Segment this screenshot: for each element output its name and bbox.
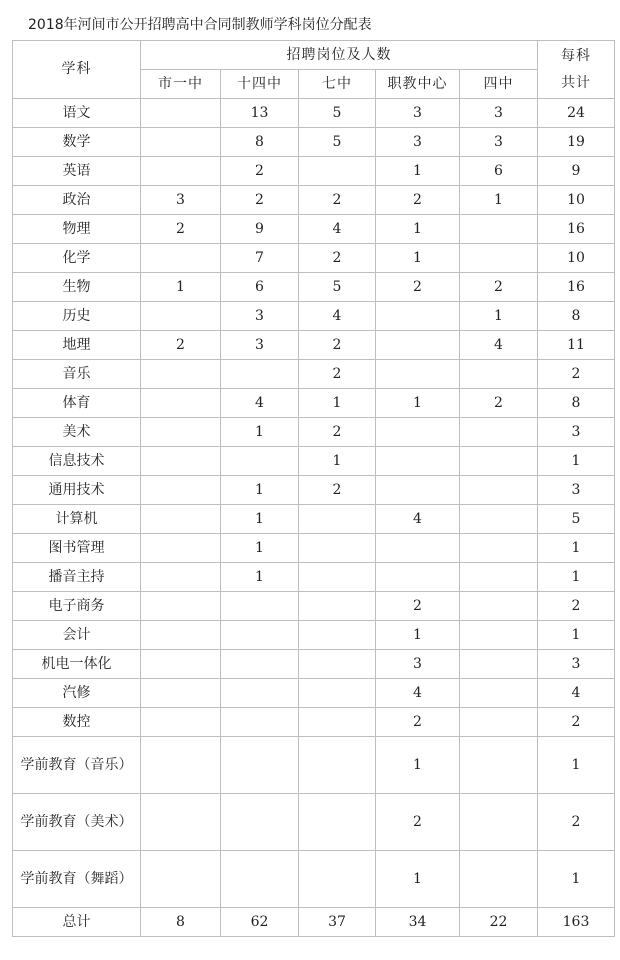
value-cell: [141, 418, 221, 447]
value-cell: 1: [376, 244, 460, 273]
row-total-cell: 11: [538, 331, 615, 360]
value-cell: [141, 447, 221, 476]
subject-cell: 学前教育（舞蹈）: [13, 851, 141, 908]
value-cell: [141, 621, 221, 650]
subject-cell: 地理: [13, 331, 141, 360]
row-total-cell: 2: [538, 708, 615, 737]
subject-cell: 音乐: [13, 360, 141, 389]
value-cell: 2: [299, 360, 376, 389]
value-cell: [141, 389, 221, 418]
row-total-cell: 1: [538, 563, 615, 592]
subject-cell: 数学: [13, 128, 141, 157]
table-row: [13, 708, 615, 737]
row-total-cell: 1: [538, 737, 615, 794]
value-cell: 1: [299, 447, 376, 476]
value-cell: [299, 592, 376, 621]
table-row: [13, 476, 615, 505]
value-cell: [221, 737, 299, 794]
value-cell: 7: [221, 244, 299, 273]
value-cell: 2: [460, 273, 538, 302]
value-cell: 1: [221, 476, 299, 505]
value-cell: [221, 851, 299, 908]
value-cell: [460, 851, 538, 908]
value-cell: 1: [221, 505, 299, 534]
header-positions-group: 招聘岗位及人数: [141, 41, 538, 70]
value-cell: [141, 99, 221, 128]
table-row: [13, 650, 615, 679]
subject-cell: 图书管理: [13, 534, 141, 563]
value-cell: [460, 360, 538, 389]
value-cell: 8: [141, 908, 221, 937]
value-cell: 22: [460, 908, 538, 937]
value-cell: 2: [376, 592, 460, 621]
value-cell: [460, 418, 538, 447]
value-cell: [141, 476, 221, 505]
value-cell: 1: [376, 851, 460, 908]
value-cell: 5: [299, 128, 376, 157]
subject-cell: 机电一体化: [13, 650, 141, 679]
value-cell: 4: [376, 505, 460, 534]
value-cell: [299, 563, 376, 592]
header-subject: 学科: [13, 41, 141, 99]
value-cell: [221, 621, 299, 650]
value-cell: 1: [299, 389, 376, 418]
value-cell: 2: [460, 389, 538, 418]
row-total-cell: 8: [538, 389, 615, 418]
value-cell: [460, 505, 538, 534]
value-cell: [299, 737, 376, 794]
table-row: [13, 621, 615, 650]
value-cell: 2: [376, 708, 460, 737]
header-school-4: 职教中心: [376, 70, 460, 99]
row-total-cell: 5: [538, 505, 615, 534]
value-cell: [141, 157, 221, 186]
value-cell: 3: [460, 128, 538, 157]
table-row: [13, 360, 615, 389]
table-row: [13, 99, 615, 128]
row-total-cell: 8: [538, 302, 615, 331]
value-cell: [376, 534, 460, 563]
subject-cell: 学前教育（美术）: [13, 794, 141, 851]
row-total-cell: 16: [538, 273, 615, 302]
value-cell: 1: [376, 215, 460, 244]
subject-cell: 总计: [13, 908, 141, 937]
value-cell: [460, 244, 538, 273]
value-cell: [376, 563, 460, 592]
table-row: [13, 186, 615, 215]
value-cell: [299, 650, 376, 679]
value-cell: 1: [376, 737, 460, 794]
value-cell: [141, 737, 221, 794]
row-total-cell: 1: [538, 621, 615, 650]
value-cell: 3: [376, 128, 460, 157]
subject-cell: 信息技术: [13, 447, 141, 476]
subject-cell: 物理: [13, 215, 141, 244]
subject-cell: 美术: [13, 418, 141, 447]
value-cell: [141, 794, 221, 851]
subject-cell: 汽修: [13, 679, 141, 708]
value-cell: [376, 360, 460, 389]
value-cell: 2: [221, 157, 299, 186]
value-cell: [299, 708, 376, 737]
table-row: [13, 794, 615, 851]
header-school-2: 十四中: [221, 70, 299, 99]
value-cell: [141, 563, 221, 592]
value-cell: [376, 331, 460, 360]
value-cell: 2: [299, 418, 376, 447]
value-cell: 37: [299, 908, 376, 937]
row-total-cell: 1: [538, 534, 615, 563]
value-cell: [460, 592, 538, 621]
value-cell: 3: [221, 302, 299, 331]
table-row: [13, 273, 615, 302]
subject-cell: 计算机: [13, 505, 141, 534]
row-total-cell: 3: [538, 650, 615, 679]
value-cell: 62: [221, 908, 299, 937]
table-row: [13, 418, 615, 447]
row-total-cell: 24: [538, 99, 615, 128]
subject-cell: 学前教育（音乐）: [13, 737, 141, 794]
row-total-cell: 2: [538, 592, 615, 621]
value-cell: 4: [221, 389, 299, 418]
row-total-cell: 16: [538, 215, 615, 244]
table-row: [13, 737, 615, 794]
value-cell: [141, 534, 221, 563]
table-row: [13, 534, 615, 563]
table-row: [13, 592, 615, 621]
row-total-cell: 3: [538, 418, 615, 447]
header-school-3: 七中: [299, 70, 376, 99]
value-cell: 2: [299, 186, 376, 215]
value-cell: 1: [376, 621, 460, 650]
value-cell: [141, 650, 221, 679]
value-cell: 1: [460, 302, 538, 331]
value-cell: [221, 708, 299, 737]
value-cell: [460, 679, 538, 708]
value-cell: 2: [376, 273, 460, 302]
value-cell: [221, 650, 299, 679]
table-row: [13, 447, 615, 476]
value-cell: [141, 851, 221, 908]
value-cell: 2: [141, 215, 221, 244]
table-row: [13, 389, 615, 418]
value-cell: [299, 157, 376, 186]
row-total-cell: 2: [538, 360, 615, 389]
row-total-cell: 4: [538, 679, 615, 708]
table-row: [13, 128, 615, 157]
value-cell: [141, 244, 221, 273]
subject-cell: 语文: [13, 99, 141, 128]
total-row: [13, 908, 615, 937]
value-cell: 1: [221, 563, 299, 592]
value-cell: 4: [376, 679, 460, 708]
value-cell: 2: [299, 244, 376, 273]
subject-cell: 生物: [13, 273, 141, 302]
value-cell: [460, 563, 538, 592]
value-cell: 5: [299, 99, 376, 128]
value-cell: [299, 851, 376, 908]
value-cell: [141, 679, 221, 708]
value-cell: 6: [221, 273, 299, 302]
value-cell: 2: [141, 331, 221, 360]
value-cell: [299, 505, 376, 534]
value-cell: 1: [376, 157, 460, 186]
value-cell: 3: [376, 99, 460, 128]
value-cell: [299, 679, 376, 708]
table-title: 2018年河间市公开招聘高中合同制教师学科岗位分配表: [28, 17, 372, 33]
value-cell: 3: [460, 99, 538, 128]
subject-cell: 化学: [13, 244, 141, 273]
subject-cell: 历史: [13, 302, 141, 331]
row-total-cell: 10: [538, 244, 615, 273]
row-total-cell: 10: [538, 186, 615, 215]
value-cell: [141, 592, 221, 621]
table-row: [13, 215, 615, 244]
table-row: [13, 157, 615, 186]
table-row: [13, 563, 615, 592]
value-cell: 2: [376, 186, 460, 215]
value-cell: 4: [299, 302, 376, 331]
value-cell: [299, 534, 376, 563]
value-cell: 1: [141, 273, 221, 302]
value-cell: [141, 360, 221, 389]
value-cell: 3: [221, 331, 299, 360]
value-cell: 8: [221, 128, 299, 157]
value-cell: 3: [141, 186, 221, 215]
value-cell: [460, 534, 538, 563]
subject-cell: 体育: [13, 389, 141, 418]
value-cell: [460, 621, 538, 650]
subject-cell: 播音主持: [13, 563, 141, 592]
header-total-line2: 共计: [561, 74, 591, 91]
row-total-cell: 1: [538, 851, 615, 908]
value-cell: [460, 447, 538, 476]
table-row: [13, 505, 615, 534]
value-cell: 4: [299, 215, 376, 244]
value-cell: [460, 650, 538, 679]
value-cell: 2: [221, 186, 299, 215]
row-total-cell: 19: [538, 128, 615, 157]
value-cell: [460, 708, 538, 737]
value-cell: [376, 476, 460, 505]
table-row: [13, 851, 615, 908]
value-cell: [221, 360, 299, 389]
value-cell: [460, 737, 538, 794]
value-cell: 34: [376, 908, 460, 937]
table-row: [13, 244, 615, 273]
header-school-5: 四中: [460, 70, 538, 99]
header-row-group: [13, 41, 615, 70]
header-total: [538, 41, 615, 99]
value-cell: 2: [299, 476, 376, 505]
value-cell: [141, 708, 221, 737]
row-total-cell: 9: [538, 157, 615, 186]
value-cell: 1: [221, 418, 299, 447]
row-total-cell: 3: [538, 476, 615, 505]
table-row: [13, 679, 615, 708]
value-cell: [221, 447, 299, 476]
value-cell: 13: [221, 99, 299, 128]
value-cell: [299, 794, 376, 851]
header-school-1: 市一中: [141, 70, 221, 99]
value-cell: [221, 679, 299, 708]
value-cell: [376, 418, 460, 447]
subject-cell: 通用技术: [13, 476, 141, 505]
value-cell: 6: [460, 157, 538, 186]
table-row: [13, 331, 615, 360]
value-cell: 2: [299, 331, 376, 360]
value-cell: [299, 621, 376, 650]
value-cell: 9: [221, 215, 299, 244]
subject-cell: 政治: [13, 186, 141, 215]
value-cell: [221, 794, 299, 851]
value-cell: [376, 302, 460, 331]
value-cell: [376, 447, 460, 476]
value-cell: [460, 476, 538, 505]
value-cell: 4: [460, 331, 538, 360]
value-cell: [460, 215, 538, 244]
row-total-cell: 163: [538, 908, 615, 937]
value-cell: [221, 592, 299, 621]
value-cell: 1: [221, 534, 299, 563]
value-cell: [141, 505, 221, 534]
value-cell: [141, 302, 221, 331]
value-cell: 1: [460, 186, 538, 215]
value-cell: 3: [376, 650, 460, 679]
value-cell: 5: [299, 273, 376, 302]
allocation-table: [12, 40, 615, 937]
header-total-line1: 每科: [561, 47, 591, 64]
subject-cell: 数控: [13, 708, 141, 737]
value-cell: 1: [376, 389, 460, 418]
subject-cell: 会计: [13, 621, 141, 650]
subject-cell: 电子商务: [13, 592, 141, 621]
value-cell: 2: [376, 794, 460, 851]
value-cell: [141, 128, 221, 157]
subject-cell: 英语: [13, 157, 141, 186]
row-total-cell: 1: [538, 447, 615, 476]
value-cell: [460, 794, 538, 851]
table-row: [13, 302, 615, 331]
row-total-cell: 2: [538, 794, 615, 851]
